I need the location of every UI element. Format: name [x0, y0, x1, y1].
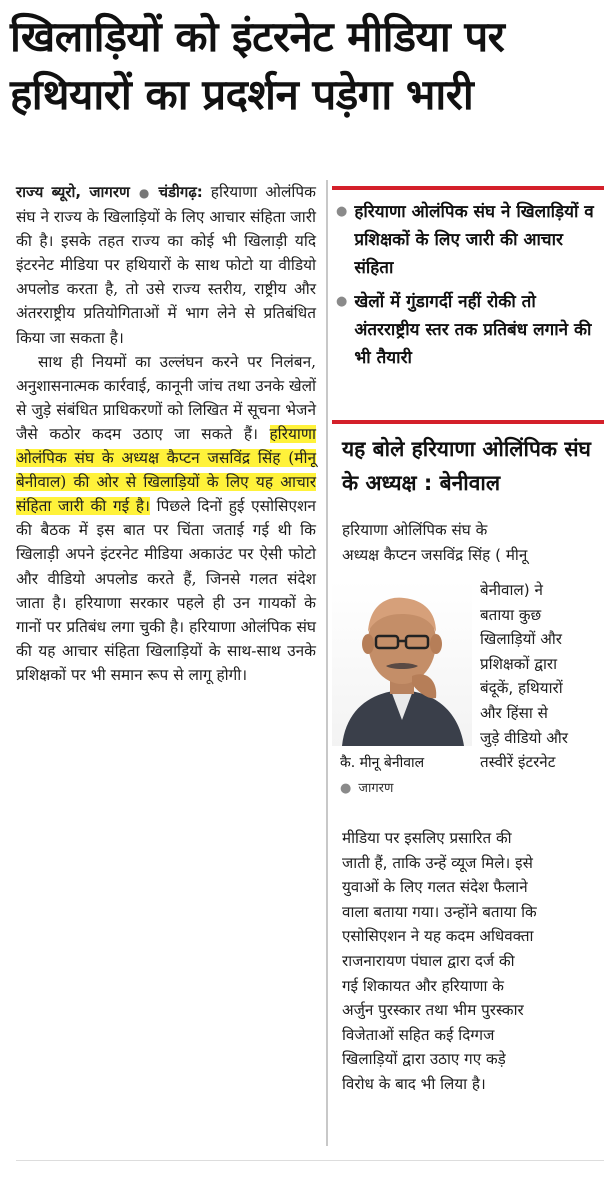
- dateline-city: चंडीगढ़:: [158, 183, 203, 201]
- sidebar-tail-line: युवाओं के लिए गलत संदेश फैलाने: [342, 878, 528, 897]
- sidebar-tail-text: [342, 826, 604, 1097]
- sidebar-tail-line: विजेताओं सहित कई दिग्गज: [342, 1025, 495, 1044]
- photo-credit: [340, 775, 480, 803]
- sidebar-title: यह बोले हरियाणा ओलिंपिक संघ के अध्यक्ष : बेनीवाल: [342, 437, 591, 495]
- sidebar-wrap-line: बेनीवाल) ने: [480, 581, 543, 599]
- sidebar-wrap-text: [480, 578, 604, 775]
- highlight-text: हरियाणा ओलंपिक संघ ने खिलाड़ियों व प्रशिक्षकों के लिए जारी की आचार संहिता: [354, 202, 594, 278]
- sidebar-intro-line: हरियाणा ओलिंपिक संघ के: [342, 521, 488, 539]
- bullet-dot-icon: ●: [135, 186, 153, 200]
- sidebar-tail-line: गई शिकायत और हरियाणा के: [342, 976, 504, 995]
- highlights-top-rule: [332, 186, 604, 190]
- sidebar-wrap-line: बंदूकें, हथियारों: [480, 679, 563, 698]
- highlighted-quote: हरियाणा ओलंपिक संघ के अध्यक्ष कैप्टन जसविंद्र सिंह (मीनू बेनीवाल) की ओर से खिलाड़ियों के लिए यह आचार संहिता जारी की गई है।: [16, 424, 316, 516]
- bullet-dot-icon: ●: [336, 294, 348, 309]
- sidebar-tail-line: मीडिया पर इसलिए प्रसारित की: [342, 829, 512, 847]
- dateline-bureau: राज्य ब्यूरो, जागरण: [16, 183, 130, 201]
- bottom-rule: [16, 1160, 604, 1161]
- sidebar-intro: [342, 518, 604, 567]
- sidebar-tail-line: विरोध के बाद भी लिया है।: [342, 1074, 486, 1093]
- highlight-item: [336, 288, 604, 372]
- highlight-item: [336, 198, 604, 282]
- photo-credit-text: जागरण: [358, 781, 394, 796]
- sidebar-tail-line: राजनारायण पंघाल द्वारा दर्ज की: [342, 951, 515, 970]
- article-paragraph-1: [16, 180, 316, 350]
- portrait-photo: [332, 580, 472, 746]
- sidebar-wrap-line: तस्वीरें इंटरनेट: [480, 753, 556, 772]
- highlights-box: [336, 198, 604, 378]
- dateline: [16, 183, 203, 201]
- portrait-illustration: [332, 580, 472, 746]
- article-paragraph-2-end: पिछले दिनों हुई एसोसिएशन की बैठक में इस बात पर चिंता जताई गई थी कि खिलाड़ी अपने इंटरनेट मीडिया अकाउंट पर ऐसी फोटो और वीडियो अपलोड करते हैं, जिनसे गलत संदेश जाता है। हरियाणा सरकार पहले ही उन गायकों के गानों पर प्रतिबंध लगा चुकी है। हरियाणा ओलंपिक संघ की यह आचार संहिता खिलाड़ियों के साथ-साथ उनके प्रशिक्षकों पर भी समान रूप से लागू होगी।: [16, 497, 316, 684]
- photo-caption: [340, 752, 480, 803]
- article-paragraph-2-start: साथ ही नियमों का उल्लंघन करने पर निलंबन, अनुशासनात्मक कार्रवाई, कानूनी जांच तथा उनके खेलों से जुड़े संबंधित प्राधिकरणों को लिखित में सूचना भेजने जैसे कठोर कदम उठाए जा सकते हैं।: [16, 352, 316, 443]
- bullet-dot-icon: ●: [336, 204, 348, 219]
- sidebar-wrap-line: बताया कुछ: [480, 605, 542, 624]
- sidebar-wrap-line: खिलाड़ियों और: [480, 630, 562, 649]
- sidebar-wrap-line: प्रशिक्षकों द्वारा: [480, 654, 558, 673]
- sidebar-tail-line: जाती हैं, ताकि उन्हें व्यूज मिले। इसे: [342, 853, 533, 872]
- headline-line-1: खिलाड़ियों को इंटरनेट मीडिया पर: [10, 12, 505, 61]
- sidebar-tail-line: वाला बताया गया। उन्होंने बताया कि: [342, 902, 537, 921]
- headline: [10, 8, 602, 124]
- article-paragraph-2: [16, 350, 316, 687]
- article-body: [16, 180, 316, 687]
- article-paragraph-1-text: हरियाणा ओलंपिक संघ ने राज्य के खिलाड़ियों के लिए आचार संहिता जारी की है। इसके तहत राज्य का कोई भी खिलाड़ी यदि इंटरनेट मीडिया पर हथियारों के साथ फोटो या वीडियो अपलोड करता है, तो उसे राज्य स्तरीय, राष्ट्रीय और अंतरराष्ट्रीय प्रतियोगिताओं में भाग लेने से प्रतिबंधित किया जा सकता है।: [16, 183, 316, 347]
- sidebar-tail-line: अर्जुन पुरस्कार तथा भीम पुरस्कार: [342, 1001, 524, 1020]
- highlight-text: खेलों में गुंडागर्दी नहीं रोकी तो अंतरराष्ट्रीय स्तर तक प्रतिबंध लगाने की भी तैयारी: [354, 292, 592, 368]
- column-divider: [326, 180, 328, 1146]
- bullet-dot-icon: ●: [340, 781, 352, 796]
- sidebar-tail-line: एसोसिएशन ने यह कदम अधिवक्ता: [342, 927, 534, 946]
- sidebar-tail-line: खिलाड़ियों द्वारा उठाए गए कड़े: [342, 1050, 506, 1069]
- photo-caption-name: कै. मीनू बेनीवाल: [340, 755, 425, 771]
- sidebar-wrap-line: और हिंसा से: [480, 703, 548, 722]
- sidebar-intro-line: अध्यक्ष कैप्टन जसविंद्र सिंह ( मीनू: [342, 545, 528, 564]
- sidebar-top-rule: [332, 420, 604, 424]
- headline-line-2: हथियारों का प्रदर्शन पड़ेगा भारी: [10, 70, 474, 119]
- sidebar-wrap-line: जुड़े वीडियो और: [480, 728, 568, 747]
